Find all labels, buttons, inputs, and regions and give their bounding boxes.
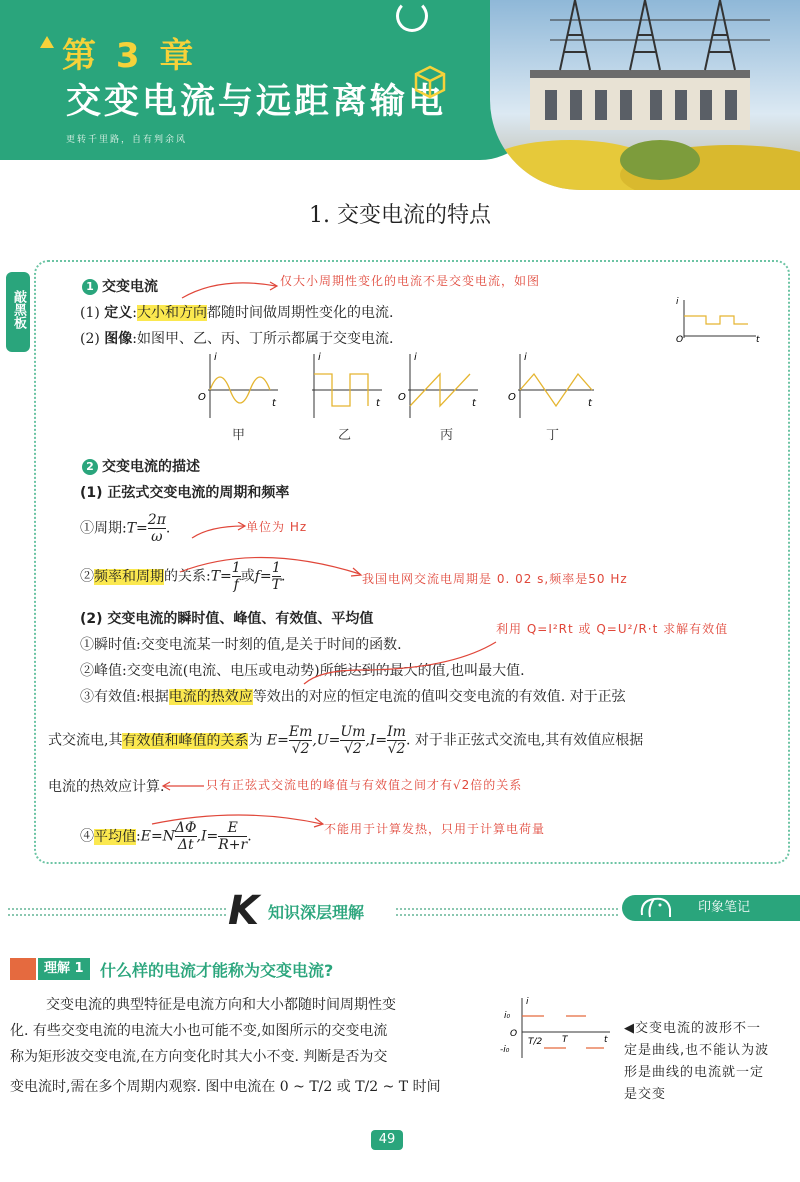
arrow-icon (180, 278, 280, 302)
note-grid: 我国电网交流电周期是 0. 02 s,频率是50 Hz (362, 572, 628, 586)
instantaneous: ①瞬时值:交变电流某一时刻的值,是关于时间的函数. (80, 637, 402, 653)
note-hz: 单位为 Hz (246, 520, 308, 534)
p1-img-rest: :如图甲、乙、丙、丁所示都属于交变电流. (132, 331, 394, 347)
axis-t: t (756, 335, 760, 345)
header-photo-substation (490, 0, 800, 190)
eff-highlight: 电流的热效应 (168, 689, 253, 705)
eff-highlight2: 有效值和峰值的关系 (122, 732, 249, 749)
axis-i: i (318, 352, 321, 363)
axis-i: i (524, 352, 527, 363)
p1-image (80, 328, 393, 348)
p2-sub1: (1) 正弦式交变电流的周期和频率 (80, 485, 290, 501)
axis-neg-i0: -i₀ (500, 1045, 510, 1055)
axis-t: t (272, 398, 276, 409)
axis-o: O (510, 1029, 518, 1039)
frac-num: Um (340, 724, 366, 740)
axis-i: i (676, 297, 679, 307)
side-note: ◀交变电流的波形不一定是曲线,也不能认为波形是曲线的电流就一定是交变 (624, 1021, 770, 1102)
axis-t: t (376, 398, 380, 409)
substation-illustration (490, 0, 800, 190)
cube-icon (412, 64, 448, 104)
eff-a: ③有效值:根据 (80, 689, 169, 705)
axis-t: t (604, 1035, 608, 1045)
para-line-1: 交变电流的典型特征是电流方向和大小都随时间周期性变 (46, 997, 396, 1013)
p1-heading-text: 交变电流 (102, 279, 158, 295)
arrow-icon (300, 640, 500, 688)
frac-num: Im (387, 724, 406, 740)
note-average: 不能用于计算发热，只用于计算电荷量 (324, 822, 546, 836)
period-T: T= (126, 520, 148, 537)
divider-right-2 (396, 914, 618, 916)
page-number: 49 (371, 1130, 403, 1150)
divider-left-2 (8, 914, 226, 916)
para-line-2: 化. 有些交变电流的电流大小也可能不变,如图所示的交变电流 (10, 1023, 388, 1039)
p1-def-rest: 都随时间做周期性变化的电流. (207, 305, 394, 321)
effective-line1 (80, 686, 626, 706)
para-line-4: 变电流时,需在多个周期内观察. 图中电流在 0 ~ T/2 或 T/2 ~ T 时间 (10, 1079, 441, 1095)
graph-square-wave (500, 994, 616, 1064)
axis-T: T (562, 1035, 568, 1045)
divider-left (8, 908, 226, 910)
p1-definition (80, 302, 393, 322)
frac-den: Δt (175, 836, 197, 853)
elephant-icon (636, 893, 676, 921)
eff-b: 等效出的对应的恒定电流的值叫交变电流的有效值. 对于正弦 (252, 689, 626, 705)
period-fraction (148, 512, 166, 545)
axis-i: i (214, 352, 217, 363)
note-sqrt: 只有正弦式交流电的峰值与有效值之间才有√2倍的关系 (206, 778, 523, 792)
note-not-ac: 仅大小周期性变化的电流不是交变电流，如图 (280, 274, 541, 288)
frac-num: 1 (231, 560, 241, 576)
frac-den: √2 (289, 740, 313, 757)
arrow-icon (160, 780, 208, 796)
frac-num: 1 (271, 560, 281, 576)
eff-E: E= (266, 732, 289, 749)
section-title: 1. 交变电流的特点 (309, 203, 491, 228)
axis-o: O (398, 392, 406, 403)
axis-o: O (676, 335, 684, 345)
avg-highlight: 平均值 (94, 828, 136, 845)
p1-img-prefix: (2) (80, 331, 105, 347)
eff-frac-e (289, 724, 313, 757)
rel-or: 或 (240, 568, 255, 585)
graph-label-bing: 丙 (440, 428, 454, 443)
frac-den: R+r (218, 837, 248, 853)
peak-value: ②峰值:交变电流(电流、电压或电动势)所能达到的最大的值,也叫最大值. (80, 663, 525, 679)
para-line-3: 称为矩形波交变电流,在方向变化时其大小不变. 判断是否为交 (10, 1049, 388, 1065)
rel-f: f= (254, 568, 272, 585)
graph-jia (198, 352, 278, 418)
graph-bing (398, 352, 478, 418)
k-logo-icon: K (228, 888, 259, 934)
avg-I: ,I= (196, 828, 219, 845)
axis-o: O (508, 392, 516, 403)
axis-o: O (198, 392, 206, 403)
graph-yi (312, 352, 382, 418)
graph-ding (508, 352, 594, 418)
number-badge-icon: 1 (82, 279, 98, 295)
q-label: 理解 1 (38, 958, 90, 980)
frac-den: T (271, 577, 281, 593)
eff-e: . 对于非正弦式交流电,其有效值应根据 (405, 732, 644, 749)
note-tab-label: 印象笔记 (698, 900, 751, 915)
frac-num: E (227, 820, 238, 836)
period-label: ①周期: (80, 520, 127, 537)
number-badge-icon: 2 (82, 459, 98, 475)
frac-num: ΔΦ (174, 820, 197, 836)
p2-heading (82, 456, 200, 476)
p1-heading (82, 276, 158, 296)
chapter-header (0, 0, 800, 190)
tab-label (6, 272, 30, 352)
circle-decoration-icon (396, 0, 428, 32)
frac-den: √2 (387, 741, 406, 757)
eff-d: 为 (248, 732, 263, 749)
p1-def-highlight: 大小和方向 (137, 305, 207, 321)
p1-def-colon: : (132, 305, 137, 321)
graph-pulsing-dc (672, 296, 762, 346)
axis-t: t (472, 398, 476, 409)
eff-I: ,I= (365, 732, 388, 749)
eff-frac-u (340, 724, 365, 757)
rel-highlight: 频率和周期 (94, 568, 164, 585)
effective-line3: 电流的热效应计算. (48, 779, 165, 795)
axis-t: t (588, 398, 592, 409)
graph-label-jia: 甲 (232, 428, 246, 443)
period-formula: ①周期:T= $\frac{2\pi}{\omega}$ . (80, 512, 171, 545)
axis-t-half: T/2 (528, 1037, 543, 1047)
relation-formula: ②频率和周期的关系:T= $\frac{1}{f}$ 或f= $\frac{1}{T}$ . (80, 560, 286, 593)
tab-label-text: 敲黑板 (11, 290, 26, 329)
graphs-ac (196, 350, 616, 422)
note-q: 利用 Q=I²Rt 或 Q=U²/R·t 求解有效值 (496, 622, 729, 636)
arrow-icon (150, 810, 326, 830)
effective-line2 (48, 724, 643, 757)
avg-colon: : (136, 828, 141, 845)
average-value: ④平均值:E=N $\frac{\Delta\Phi}{\Delta t}$ ,I= $\frac{E}{R+r}$ . (80, 820, 252, 853)
chapter-title: 交变电流与远距离输电 (66, 82, 447, 122)
frac-den: f (233, 577, 239, 593)
eff-frac-i (387, 724, 406, 757)
rel-prefix: ② (80, 568, 94, 585)
avg-E: E=N (140, 828, 175, 845)
frac-num: Em (288, 724, 313, 740)
divider-right (396, 908, 618, 910)
arrow-icon (178, 548, 368, 580)
frac-den: √2 (340, 740, 365, 757)
p1-def-label: 定义 (104, 305, 133, 321)
arrow-icon (190, 522, 250, 542)
frac-num: 2π (147, 512, 166, 528)
frac-den: ω (148, 528, 166, 545)
axis-i0: i₀ (504, 1011, 511, 1021)
deep-title: 知识深层理解 (268, 903, 365, 922)
graph-label-ding: 丁 (546, 428, 560, 443)
q-text: 什么样的电流才能称为交变电流? (100, 961, 334, 980)
p1-img-label: 图像 (104, 331, 133, 347)
avg-prefix: ④ (80, 828, 94, 845)
rel-T: T= (210, 568, 232, 585)
rel-mid: 的关系: (164, 568, 211, 585)
book-icon (10, 958, 36, 980)
p2-sub2: (2) 交变电流的瞬时值、峰值、有效值、平均值 (80, 611, 374, 627)
axis-i: i (414, 352, 417, 363)
eff-c: 式交流电,其 (48, 732, 123, 749)
p1-def-prefix: (1) (80, 305, 105, 321)
p2-heading-text: 交变电流的描述 (102, 459, 200, 475)
chapter-motto: 更转千里路，自有判余风 (66, 135, 188, 145)
graph-label-yi: 乙 (338, 428, 352, 443)
chapter-number: 第 3 章 (62, 36, 198, 76)
triangle-icon (40, 36, 54, 48)
eff-U: ,U= (312, 732, 341, 749)
axis-i: i (526, 997, 529, 1007)
